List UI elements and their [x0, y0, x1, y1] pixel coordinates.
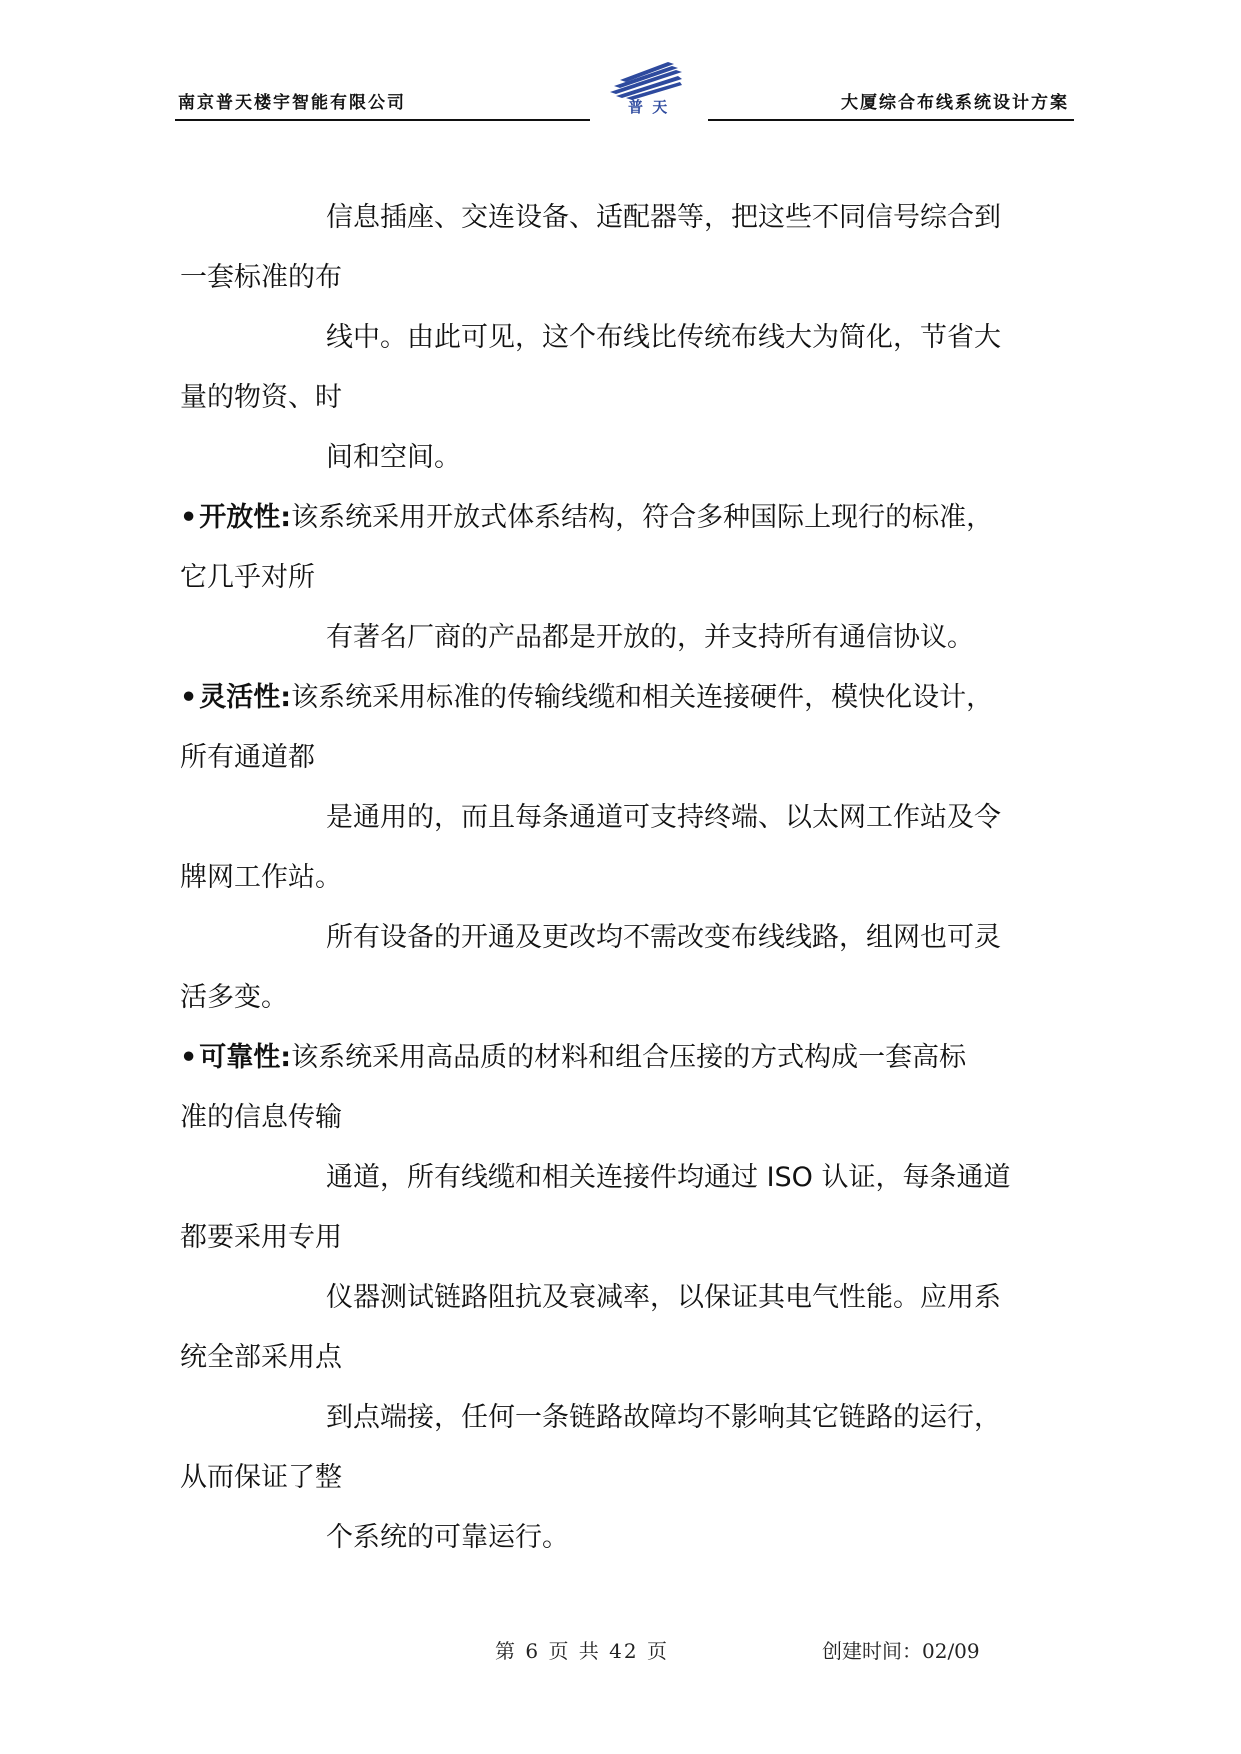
body-line [180, 1088, 1070, 1148]
line-text: 所有设备的开通及更改均不需改变布线线路，组网也可灵 [326, 922, 1001, 953]
bullet-icon: • [180, 502, 198, 533]
footer-page-number: 第 6 页 共 42 页 [495, 1639, 669, 1663]
bullet-icon: • [180, 1042, 198, 1073]
body-line [180, 908, 1070, 968]
company-logo [606, 58, 686, 116]
line-text: 它几乎对所 [180, 562, 315, 593]
body-line [180, 248, 1070, 308]
header-rule-left [175, 119, 590, 121]
line-text: 该系统采用高品质的材料和组合压接的方式构成一套高标 [291, 1042, 967, 1073]
line-text: 间和空间。 [326, 442, 461, 473]
line-text: 该系统采用开放式体系结构，符合多种国际上现行的标准， [291, 502, 994, 533]
footer-created-date: 创建时间：02/09 [822, 1639, 980, 1663]
body-line [180, 1208, 1070, 1268]
line-text: 仪器测试链路阻抗及衰减率，以保证其电气性能。应用系 [326, 1282, 1001, 1313]
line-text: 统全部采用点 [180, 1342, 342, 1373]
body-line [180, 188, 1070, 248]
line-text: 所有通道都 [180, 742, 315, 773]
header-company: 南京普天楼宇智能有限公司 [178, 93, 406, 113]
feature-term: 灵活性: [199, 682, 292, 713]
line-text: 活多变。 [180, 982, 288, 1013]
line-text: 牌网工作站。 [180, 862, 342, 893]
body-line [180, 308, 1070, 368]
body-text [180, 188, 1070, 1568]
body-line [180, 848, 1070, 908]
body-line [180, 1028, 1070, 1088]
header-rule-right [708, 119, 1074, 121]
bullet-icon: • [180, 682, 198, 713]
body-line [180, 428, 1070, 488]
line-text: 通道，所有线缆和相关连接件均通过 ISO 认证，每条通道 [326, 1162, 1011, 1193]
body-line [180, 1508, 1070, 1568]
feature-term: 可靠性: [199, 1042, 292, 1073]
body-line [180, 548, 1070, 608]
line-text: 都要采用专用 [180, 1222, 342, 1253]
logo-text: 普 天 [628, 98, 670, 116]
body-line [180, 788, 1070, 848]
line-text: 一套标准的布 [180, 262, 342, 293]
line-text: 个系统的可靠运行。 [326, 1522, 569, 1553]
line-text: 信息插座、交连设备、适配器等，把这些不同信号综合到 [326, 202, 1001, 233]
body-line [180, 668, 1070, 728]
line-text: 线中。由此可见，这个布线比传统布线大为简化，节省大 [326, 322, 1001, 353]
body-line [180, 488, 1070, 548]
body-line [180, 968, 1070, 1028]
body-line [180, 1268, 1070, 1328]
line-text: 从而保证了整 [180, 1462, 342, 1493]
line-text: 是通用的，而且每条通道可支持终端、以太网工作站及令 [326, 802, 1001, 833]
feature-term: 开放性: [199, 502, 292, 533]
body-line [180, 728, 1070, 788]
line-text: 到点端接，任何一条链路故障均不影响其它链路的运行， [326, 1402, 1001, 1433]
header-doc-title: 大厦综合布线系统设计方案 [841, 93, 1069, 113]
line-text: 该系统采用标准的传输线缆和相关连接硬件，模快化设计， [291, 682, 994, 713]
body-line [180, 1448, 1070, 1508]
body-line [180, 1148, 1070, 1208]
line-text: 量的物资、时 [180, 382, 342, 413]
line-text: 准的信息传输 [180, 1102, 342, 1133]
body-line [180, 608, 1070, 668]
body-line [180, 368, 1070, 428]
body-line [180, 1328, 1070, 1388]
line-text: 有著名厂商的产品都是开放的，并支持所有通信协议。 [326, 622, 974, 653]
body-line [180, 1388, 1070, 1448]
